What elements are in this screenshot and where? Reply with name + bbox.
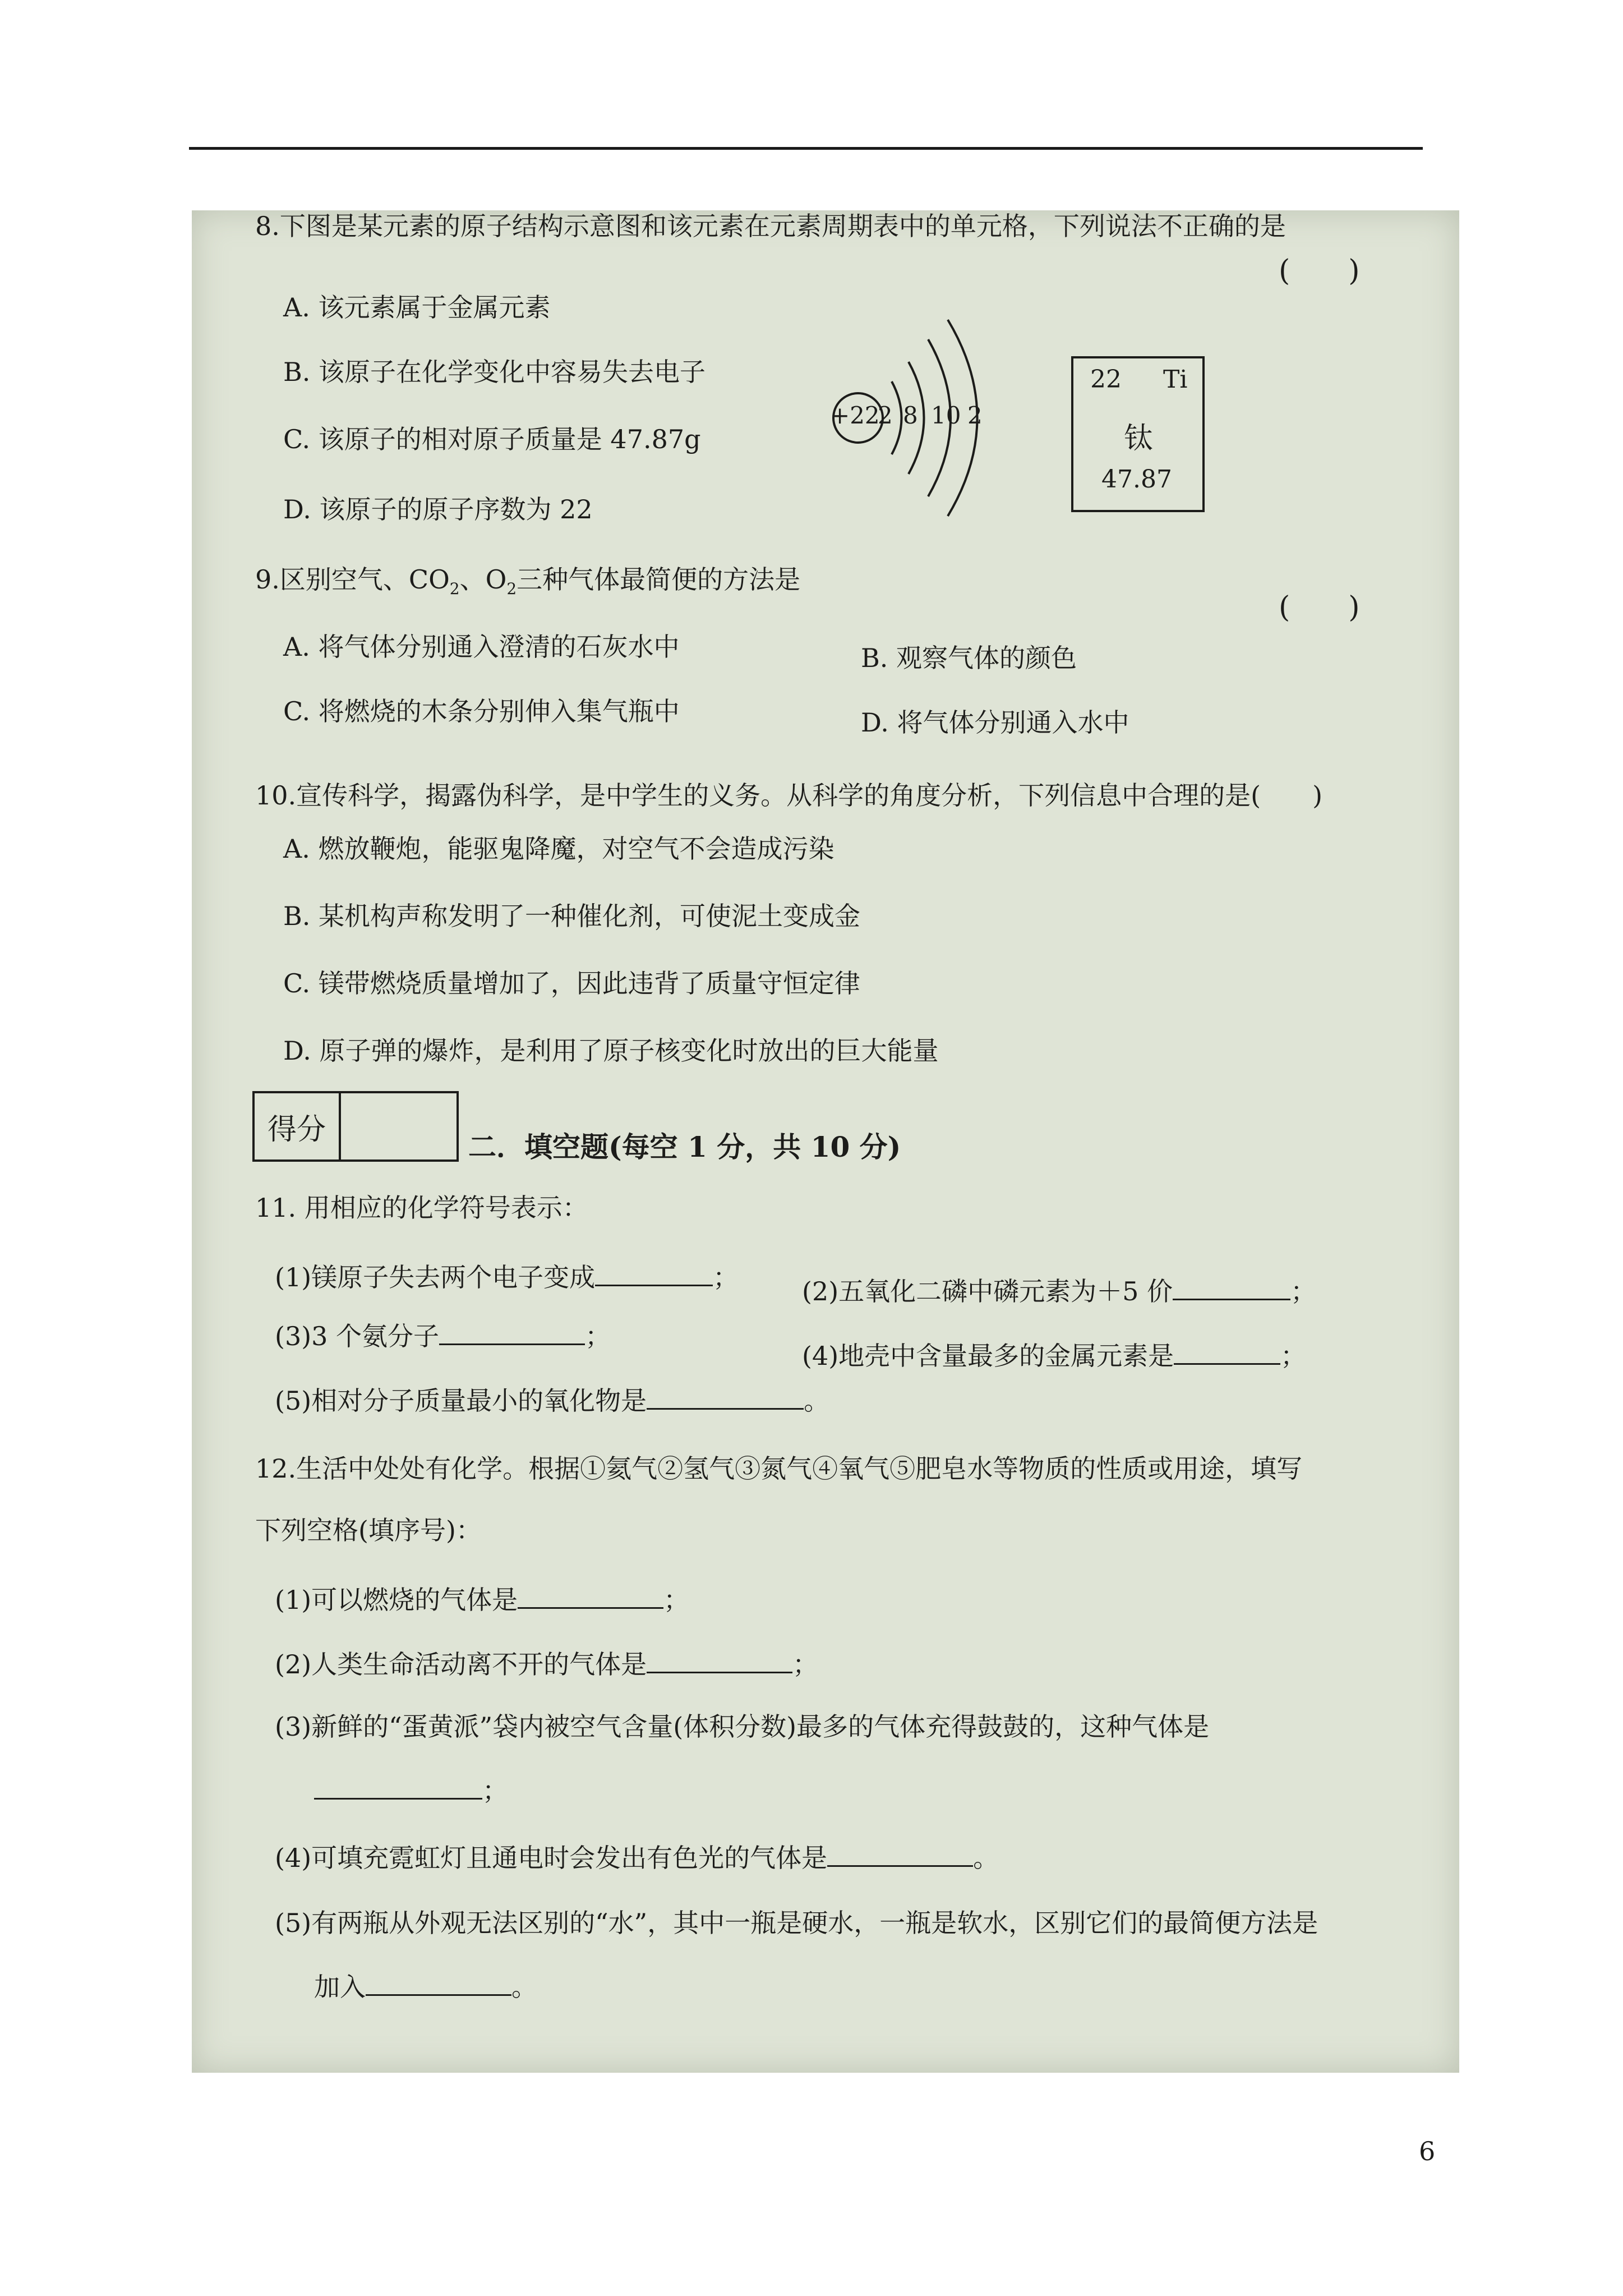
periodic-table-cell — [1071, 356, 1205, 512]
atom-nucleus-charge: +22 — [830, 402, 880, 429]
q10-option-c: C. 镁带燃烧质量增加了，因此违背了质量守恒定律 — [283, 968, 860, 999]
q8-option-c: C. 该原子的相对原子质量是 47.87g — [283, 424, 701, 454]
atomic-number: 22 — [1090, 365, 1122, 394]
q8-answer-paren: ( ) — [1279, 254, 1360, 288]
q12-part-2: (2)人类生命活动离不开的气体是 ； — [275, 1649, 819, 1680]
answer-blank — [827, 1843, 973, 1867]
score-box — [252, 1091, 459, 1162]
header-rule — [189, 147, 1423, 150]
answer-blank — [647, 1386, 804, 1410]
answer-blank — [314, 1775, 482, 1800]
answer-blank — [366, 1972, 511, 1996]
q10-stem: 10.宣传科学，揭露伪科学，是中学生的义务。从科学的角度分析，下列信息中合理的是( ) — [255, 780, 1323, 811]
q10-option-b: B. 某机构声称发明了一种催化剂，可使泥土变成金 — [283, 901, 861, 931]
answer-blank — [595, 1262, 713, 1286]
q9-option-d: D. 将气体分别通入水中 — [861, 707, 1129, 738]
atom-shell-4-count: 2 — [967, 402, 983, 429]
atom-shell-1-count: 2 — [878, 402, 893, 429]
q12-part-1: (1)可以燃烧的气体是 ； — [275, 1585, 690, 1615]
atom-shell-2-count: 8 — [903, 402, 918, 429]
q12-part-4: (4)可填充霓虹灯且通电时会发出有色光的气体是 。 — [275, 1843, 999, 1873]
q9-option-c: C. 将燃烧的木条分别伸入集气瓶中 — [283, 696, 680, 726]
page-number: 6 — [1419, 2136, 1436, 2166]
q11-part-1: (1)镁原子失去两个电子变成 ； — [275, 1262, 739, 1292]
q10-option-d: D. 原子弹的爆炸，是利用了原子核变化时放出的巨大能量 — [283, 1036, 939, 1066]
q12-part-3-answer: ； — [314, 1775, 508, 1803]
score-label: 得分 — [255, 1093, 341, 1159]
q10-option-a: A. 燃放鞭炮，能驱鬼降魔，对空气不会造成污染 — [283, 834, 834, 864]
q11-part-5: (5)相对分子质量最小的氧化物是 。 — [275, 1386, 830, 1416]
q9-answer-paren: ( ) — [1279, 591, 1360, 624]
q8-option-a: A. 该元素属于金属元素 — [283, 292, 551, 323]
q12-stem-line-1: 12.生活中处处有化学。根据①氦气②氢气③氮气④氧气⑤肥皂水等物质的性质或用途，填写 — [255, 1453, 1303, 1484]
answer-blank — [1173, 1276, 1290, 1300]
q8-option-b: B. 该原子在化学变化中容易失去电子 — [283, 357, 706, 387]
atom-shell-3-count: 10 — [931, 402, 961, 429]
answer-blank — [439, 1321, 585, 1345]
shell-arc-1 — [892, 381, 902, 454]
element-name: 钛 — [1124, 422, 1154, 455]
answer-blank — [518, 1585, 663, 1609]
q12-part-3: (3)新鲜的“蛋黄派”袋内被空气含量(体积分数)最多的气体充得鼓鼓的，这种气体是 — [275, 1711, 1210, 1742]
q9-stem: 9.区别空气、$CO_2$、$O_2$三种气体最简便的方法是 — [255, 564, 801, 599]
q11-part-2: (2)五氧化二磷中磷元素为＋5 价 ； — [802, 1276, 1317, 1306]
answer-blank — [647, 1649, 792, 1673]
q11-stem: 11. 用相应的化学符号表示： — [255, 1193, 588, 1223]
q8-stem: 8.下图是某元素的原子结构示意图和该元素在元素周期表中的单元格，下列说法不正确的是 — [255, 211, 1286, 241]
q11-part-4: (4)地壳中含量最多的金属元素是 ； — [802, 1341, 1307, 1371]
q9-option-a: A. 将气体分别通入澄清的石灰水中 — [283, 632, 680, 662]
q9-option-b: B. 观察气体的颜色 — [861, 643, 1077, 673]
q11-part-3: (3)3 个氨分子 ； — [275, 1321, 611, 1351]
q12-stem-line-2: 下列空格(填序号)： — [255, 1515, 482, 1545]
q12-part-5: (5)有两瓶从外观无法区别的“水”，其中一瓶是硬水，一瓶是软水，区别它们的最简便方法是 — [275, 1908, 1318, 1938]
q8-option-d: D. 该原子的原子序数为 22 — [283, 494, 593, 524]
answer-blank — [1174, 1341, 1280, 1365]
q12-part-5-answer: 加入 。 — [314, 1972, 537, 2002]
atomic-mass: 47.87 — [1101, 465, 1172, 494]
section-title: 二．填空题(每空 1 分，共 10 分) — [468, 1130, 901, 1163]
element-symbol: Ti — [1163, 365, 1188, 394]
